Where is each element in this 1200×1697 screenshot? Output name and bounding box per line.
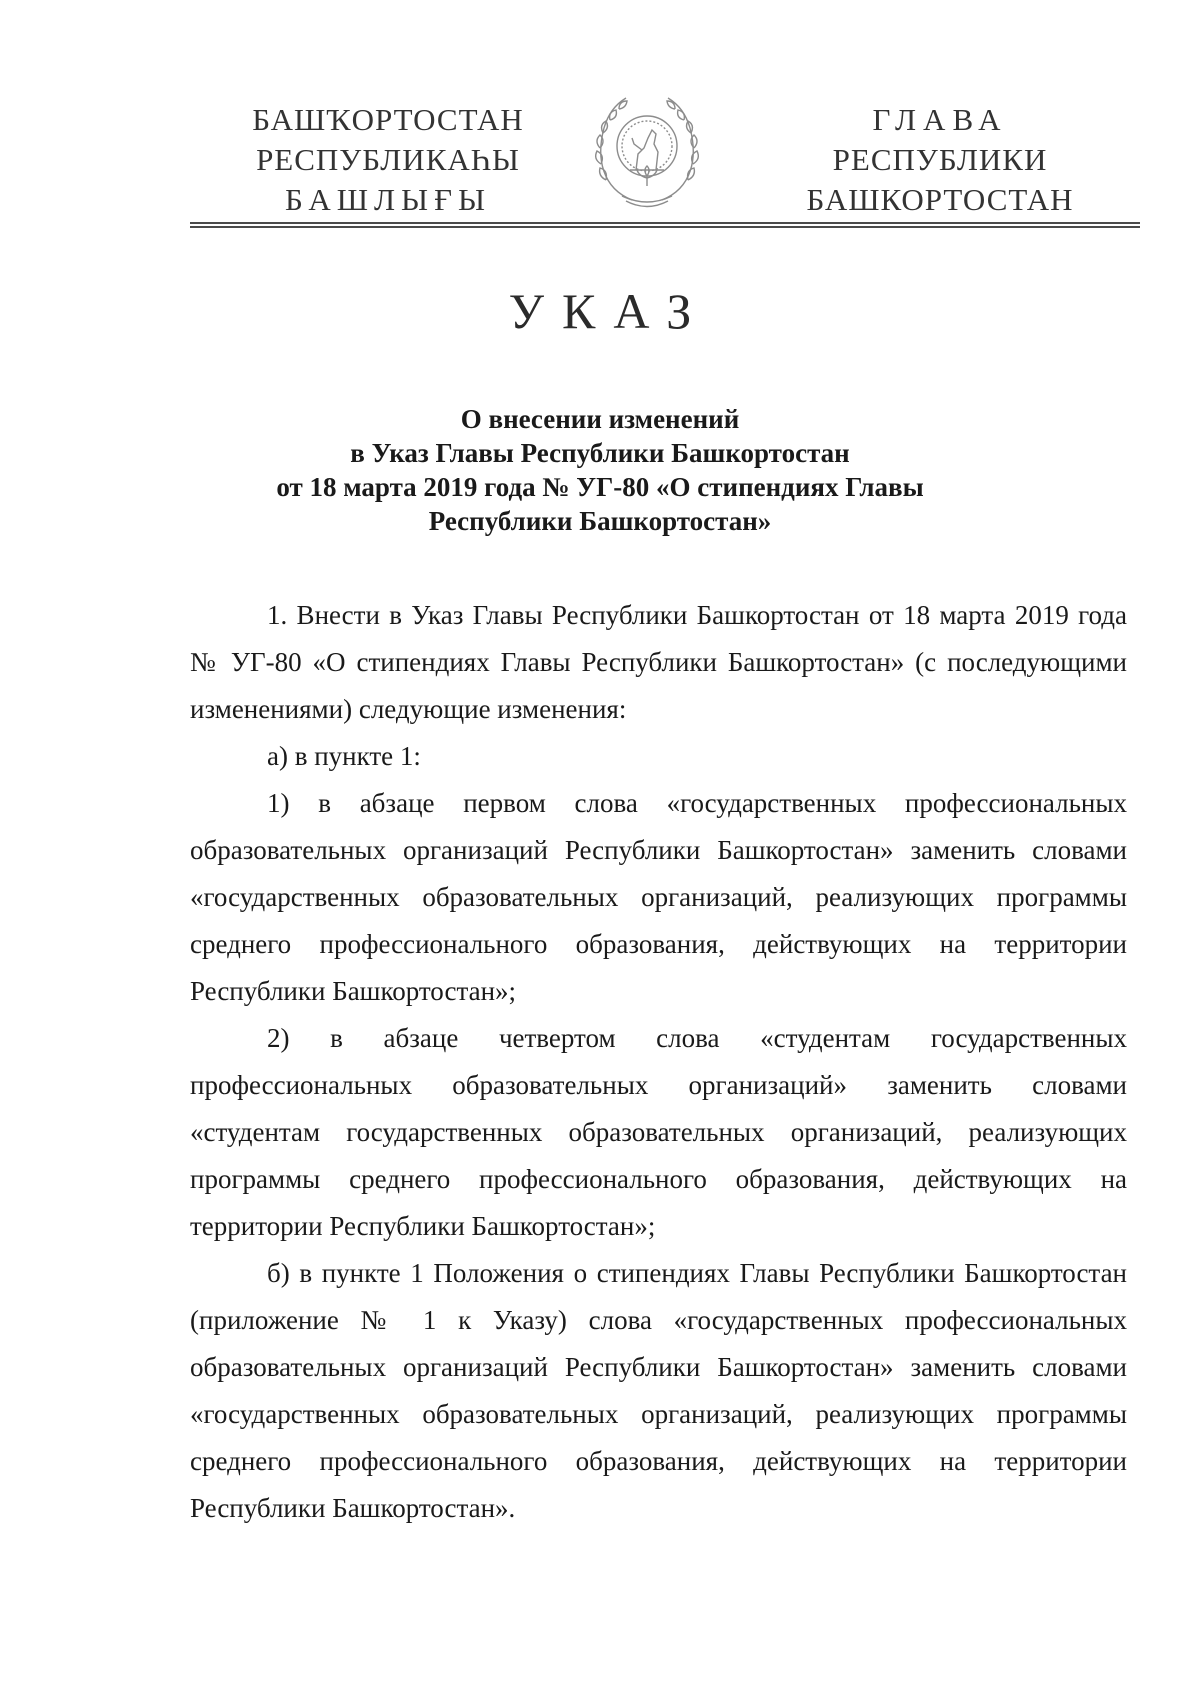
body-paragraph: 2) в абзаце четвертом слова «студентам государственных профессиональных образовательных организаций» заменить словами «студентам государственных образовательных организаций, реализующих программы среднего профессионального образования, действующих на территории Республики Башкортостан»; <box>190 1023 1127 1241</box>
letterhead-divider <box>190 222 1140 228</box>
title-line: в Указ Главы Республики Башкортостан <box>350 438 850 468</box>
letterhead-bashkir-line: БАШЛЫҒЫ <box>284 182 492 217</box>
body-paragraph: 1. Внести в Указ Главы Республики Башкортостан от 18 марта 2019 года № УГ-80 «О стипендиях Главы Республики Башкортостан» (с последующими изменениями) следующие изменения: <box>190 600 1127 724</box>
coat-of-arms-icon <box>592 88 702 208</box>
body-paragraph: 1) в абзаце первом слова «государственных профессиональных образовательных организаций Республики Башкортостан» заменить словами «государственных образовательных организаций, реализующих программы среднего профессионального образования, действующих на территории Республики Башкортостан»; <box>190 788 1127 1006</box>
letterhead-russian-line: ГЛАВА <box>872 102 1008 137</box>
title-line: О внесении изменений <box>460 404 740 434</box>
document-body <box>190 592 1127 1532</box>
letterhead-russian-line: БАШКОРТОСТАН <box>806 182 1074 217</box>
document-title <box>250 402 950 538</box>
letterhead-bashkir-line: РЕСПУБЛИКАҺЫ <box>256 142 520 177</box>
letterhead-bashkir <box>238 100 538 220</box>
body-paragraph: а) в пункте 1: <box>267 741 421 771</box>
letterhead-bashkir-line: БАШҠОРТОСТАН <box>252 102 524 137</box>
document-kind-heading: УКАЗ <box>508 283 710 339</box>
title-line: от 18 марта 2019 года № УГ-80 «О стипендиях Главы <box>276 472 924 502</box>
body-paragraph: б) в пункте 1 Положения о стипендиях Главы Республики Башкортостан (приложение № 1 к Указу) слова «государственных профессиональных образовательных организаций Республики Башкортостан» заменить словами «государственных образовательных организаций, реализующих программы среднего профессионального образования, действующих на территории Республики Башкортостан». <box>190 1258 1127 1523</box>
title-line: Республики Башкортостан» <box>428 506 772 536</box>
letterhead-russian <box>790 100 1090 220</box>
letterhead-russian-line: РЕСПУБЛИКИ <box>832 142 1048 177</box>
letterhead <box>190 88 1140 223</box>
